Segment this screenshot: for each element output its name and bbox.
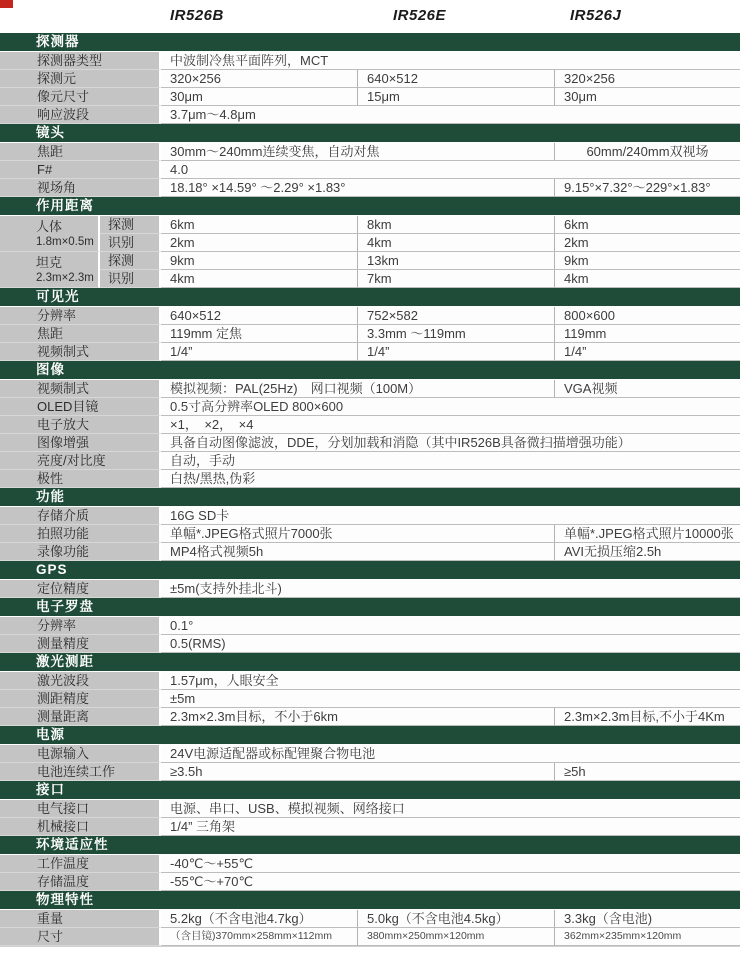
spec-value: 5.2kg（不含电池4.7kg）: [161, 910, 357, 928]
table-row: [0, 343, 740, 361]
spec-value: 6km: [554, 216, 740, 234]
table-row: [0, 690, 740, 708]
table-row: [0, 910, 740, 928]
row-label: 电池连续工作: [0, 763, 161, 781]
spec-value: ≥3.5h: [161, 763, 554, 781]
spec-value: 800×600: [554, 307, 740, 325]
row-label: 电气接口: [0, 800, 161, 818]
table-row: [0, 543, 740, 561]
row-label: 响应波段: [0, 106, 161, 124]
table-row: [0, 617, 740, 635]
spec-value: 2km: [161, 234, 357, 252]
section-header-8: 激光测距: [0, 653, 740, 672]
row-label: 探测器类型: [0, 52, 161, 70]
spec-value: 0.5寸高分辨率OLED 800×600: [161, 398, 740, 416]
spec-value: 5.0kg（不含电池4.5kg）: [357, 910, 554, 928]
range-target-name: 人体: [36, 218, 63, 234]
table-row: [0, 873, 740, 891]
row-label: 探测元: [0, 70, 161, 88]
model-header-ir526e: IR526E: [393, 7, 447, 24]
section-header-12: 物理特性: [0, 891, 740, 910]
spec-value: 单幅*.JPEG格式照片10000张: [554, 525, 740, 543]
spec-value: 3.3kg（含电池): [554, 910, 740, 928]
spec-value: -55℃～+70℃: [161, 873, 740, 891]
table-row: [0, 763, 740, 781]
table-row: [0, 161, 740, 179]
table-row: [0, 635, 740, 653]
spec-value: 752×582: [357, 307, 554, 325]
table-row: [100, 216, 740, 234]
spec-value: ±5m(支持外挂北斗): [161, 580, 740, 598]
row-label: 亮度/对比度: [0, 452, 161, 470]
row-label: 存储温度: [0, 873, 161, 891]
row-sublabel: 识别: [100, 234, 161, 252]
row-label: 测量精度: [0, 635, 161, 653]
row-label: 焦距: [0, 325, 161, 343]
spec-value: 380mm×250mm×120mm: [357, 928, 554, 946]
section-header-7: 电子罗盘: [0, 598, 740, 617]
table-row: [0, 818, 740, 836]
row-label: 电源输入: [0, 745, 161, 763]
range-group-rows: [100, 216, 740, 252]
table-row: [0, 307, 740, 325]
spec-value: 320×256: [554, 70, 740, 88]
spec-value: 320×256: [161, 70, 357, 88]
row-label: 测距精度: [0, 690, 161, 708]
spec-value: 16G SD卡: [161, 507, 740, 525]
range-group-rows: [100, 252, 740, 288]
table-row: [0, 452, 740, 470]
section-header-9: 电源: [0, 726, 740, 745]
spec-value: 3.3mm ～119mm: [357, 325, 554, 343]
spec-value: AVI无损压缩2.5h: [554, 543, 740, 561]
spec-value: 30μm: [161, 88, 357, 106]
table-row: [0, 143, 740, 161]
spec-value: 4.0: [161, 161, 740, 179]
row-label: 定位精度: [0, 580, 161, 598]
spec-value: 9km: [161, 252, 357, 270]
range-group-label: [0, 216, 100, 252]
row-label: 拍照功能: [0, 525, 161, 543]
row-label: 焦距: [0, 143, 161, 161]
range-group: [0, 252, 740, 288]
table-row: [0, 470, 740, 488]
table-row: [0, 398, 740, 416]
spec-value: 30μm: [554, 88, 740, 106]
spec-value: 1/4”: [357, 343, 554, 361]
table-row: [0, 928, 740, 946]
spec-value: 9.15°×7.32°～229°×1.83°: [554, 179, 740, 197]
spec-value: 8km: [357, 216, 554, 234]
section-header-6: GPS: [0, 561, 740, 580]
row-label: 分辨率: [0, 617, 161, 635]
section-header-1: 镜头: [0, 124, 740, 143]
row-label: 工作温度: [0, 855, 161, 873]
table-row: [0, 52, 740, 70]
spec-value: 0.1°: [161, 617, 740, 635]
row-label: 激光波段: [0, 672, 161, 690]
row-label: 极性: [0, 470, 161, 488]
row-label: F#: [0, 161, 161, 179]
spec-value: 4km: [554, 270, 740, 288]
section-header-11: 环境适应性: [0, 836, 740, 855]
spec-value: VGA视频: [554, 380, 740, 398]
spec-value: 具备自动图像滤波，DDE，分划加载和消隐（其中IR526B具备微扫描增强功能）: [161, 434, 740, 452]
spec-table: [0, 33, 740, 946]
spec-value: 119mm 定焦: [161, 325, 357, 343]
spec-value: 0.5(RMS): [161, 635, 740, 653]
table-row: [0, 434, 740, 452]
row-label: 像元尺寸: [0, 88, 161, 106]
spec-value: 3.7μm～4.8μm: [161, 106, 740, 124]
table-row: [0, 672, 740, 690]
spec-value: 119mm: [554, 325, 740, 343]
table-bottom-divider: [0, 946, 740, 947]
row-label: 分辨率: [0, 307, 161, 325]
spec-value: 1/4” 三角架: [161, 818, 740, 836]
range-target-size: 1.8m×0.5m: [36, 235, 94, 248]
spec-value: 2.3m×2.3m目标,不小于4Km: [554, 708, 740, 726]
table-row: [0, 800, 740, 818]
table-row: [0, 88, 740, 106]
spec-value: 白热/黑热,伪彩: [161, 470, 740, 488]
section-header-3: 可见光: [0, 288, 740, 307]
spec-value: 6km: [161, 216, 357, 234]
spec-value: 362mm×235mm×120mm: [554, 928, 740, 946]
row-label: OLED目镜: [0, 398, 161, 416]
spec-value: ×1， ×2， ×4: [161, 416, 740, 434]
spec-value: 640×512: [357, 70, 554, 88]
spec-value: 1/4”: [554, 343, 740, 361]
spec-value: 2.3m×2.3m目标，不小于6km: [161, 708, 554, 726]
range-group: [0, 216, 740, 252]
model-header-ir526j: IR526J: [570, 7, 622, 24]
spec-value: 30mm～240mm连续变焦，自动对焦: [161, 143, 554, 161]
spec-value: 自动，手动: [161, 452, 740, 470]
section-header-0: 探测器: [0, 33, 740, 52]
spec-value: 2km: [554, 234, 740, 252]
table-row: [100, 234, 740, 252]
spec-value: 60mm/240mm双视场: [554, 143, 740, 161]
spec-value: -40℃～+55℃: [161, 855, 740, 873]
row-label: 机械接口: [0, 818, 161, 836]
row-label: 录像功能: [0, 543, 161, 561]
range-group-label: [0, 252, 100, 288]
table-row: [0, 708, 740, 726]
section-header-4: 图像: [0, 361, 740, 380]
spec-value: 模拟视频：PAL(25Hz) 网口视频（100M）: [161, 380, 554, 398]
row-label: 重量: [0, 910, 161, 928]
spec-value: 中波制冷焦平面阵列，MCT: [161, 52, 740, 70]
spec-value: 24V电源适配器或标配锂聚合物电池: [161, 745, 740, 763]
table-row: [0, 745, 740, 763]
spec-value: ≥5h: [554, 763, 740, 781]
spec-value: 18.18° ×14.59° ～2.29° ×1.83°: [161, 179, 554, 197]
table-row: [0, 70, 740, 88]
row-label: 测量距离: [0, 708, 161, 726]
section-header-5: 功能: [0, 488, 740, 507]
spec-value: ±5m: [161, 690, 740, 708]
range-target-name: 坦克: [36, 254, 63, 270]
table-row: [0, 855, 740, 873]
row-label: 视频制式: [0, 380, 161, 398]
table-row: [100, 270, 740, 288]
spec-value: 电源、串口、USB、模拟视频、网络接口: [161, 800, 740, 818]
table-row: [0, 507, 740, 525]
spec-value: 4km: [161, 270, 357, 288]
table-row: [0, 325, 740, 343]
table-row: [0, 380, 740, 398]
table-row: [100, 252, 740, 270]
row-sublabel: 探测: [100, 252, 161, 270]
table-row: [0, 106, 740, 124]
section-header-2: 作用距离: [0, 197, 740, 216]
spec-value: 640×512: [161, 307, 357, 325]
row-label: 电子放大: [0, 416, 161, 434]
row-label: 视场角: [0, 179, 161, 197]
table-row: [0, 179, 740, 197]
row-label: 尺寸: [0, 928, 161, 946]
spec-value: 15μm: [357, 88, 554, 106]
spec-value: （含目镜)370mm×258mm×112mm: [161, 928, 357, 946]
row-label: 存储介质: [0, 507, 161, 525]
spec-value: 7km: [357, 270, 554, 288]
spec-value: 1/4”: [161, 343, 357, 361]
row-sublabel: 识别: [100, 270, 161, 288]
table-row: [0, 525, 740, 543]
spec-value: 单幅*.JPEG格式照片7000张: [161, 525, 554, 543]
spec-value: MP4格式视频5h: [161, 543, 554, 561]
spec-value: 1.57μm，人眼安全: [161, 672, 740, 690]
table-row: [0, 416, 740, 434]
range-target-size: 2.3m×2.3m: [36, 271, 94, 284]
model-header-row: [0, 0, 740, 33]
row-sublabel: 探测: [100, 216, 161, 234]
spec-value: 9km: [554, 252, 740, 270]
row-label: 图像增强: [0, 434, 161, 452]
spec-value: 4km: [357, 234, 554, 252]
spec-value: 13km: [357, 252, 554, 270]
section-header-10: 接口: [0, 781, 740, 800]
model-header-ir526b: IR526B: [170, 7, 224, 24]
row-label: 视频制式: [0, 343, 161, 361]
table-row: [0, 580, 740, 598]
